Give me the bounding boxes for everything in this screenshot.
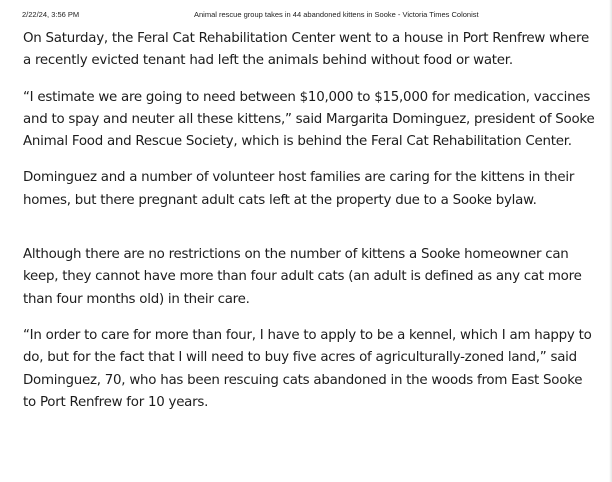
article-paragraph: “In order to care for more than four, I have to apply to be a kennel, which I am happy to do, but for the fact that I will need to buy five acres of agriculturally-zoned land,” said Dominguez, 70, who has been rescuing cats abandoned in the woods from East Sooke to Port Renfrew for 10 years. bbox=[23, 327, 592, 410]
article-body bbox=[23, 28, 595, 414]
article-paragraph: Although there are no restrictions on the number of kittens a Sooke homeowner can keep, they cannot have more than four adult cats (an adult is defined as any cat more than four months old) in their care. bbox=[23, 247, 582, 307]
print-date: 2/22/24, 3:56 PM bbox=[22, 10, 80, 19]
article-paragraph: Dominguez and a number of volunteer host families are caring for the kittens in their homes, but there pregnant adult cats left at the property due to a Sooke bylaw. bbox=[23, 170, 575, 208]
article-paragraph: On Saturday, the Feral Cat Rehabilitation Center went to a house in Port Renfrew where a recently evicted tenant had left the animals behind without food or water. bbox=[23, 31, 589, 69]
article-paragraph: “I estimate we are going to need between $10,000 to $15,000 for medication, vaccines and to spay and neuter all these kittens,” said Margarita Dominguez, president of Sooke Animal Food and Rescue Society, which is behind the Feral Cat Rehabilitation Center. bbox=[23, 89, 595, 150]
print-page-title: Animal rescue group takes in 44 abandoned kittens in Sooke - Victoria Times Colonist bbox=[194, 10, 479, 19]
